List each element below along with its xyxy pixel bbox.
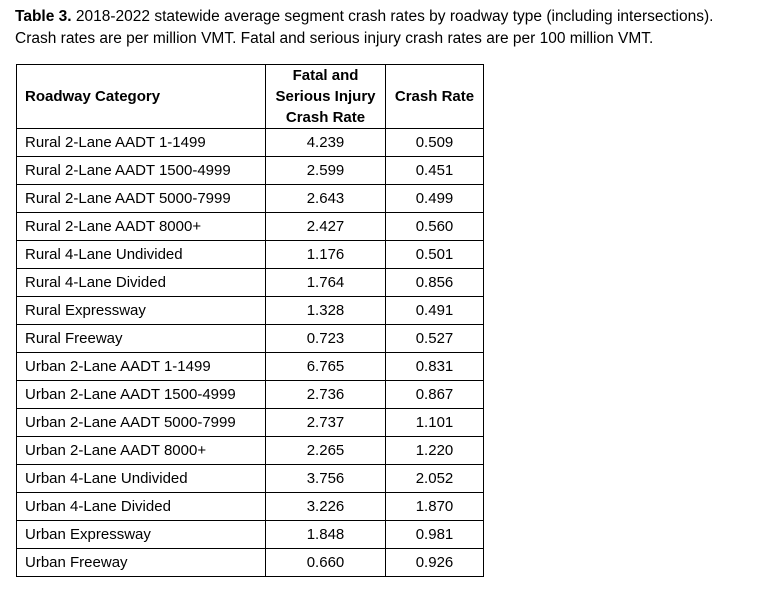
cell-fsi-rate: 2.643: [266, 185, 386, 213]
caption-label: Table 3.: [15, 8, 72, 25]
cell-fsi-rate: 3.226: [266, 493, 386, 521]
cell-fsi-rate: 2.265: [266, 437, 386, 465]
table-row: [17, 549, 484, 577]
table-row: [17, 381, 484, 409]
cell-crash-rate: 2.052: [386, 465, 484, 493]
cell-roadway-category: Rural 2-Lane AADT 1500-4999: [17, 157, 266, 185]
cell-fsi-rate: 0.660: [266, 549, 386, 577]
cell-roadway-category: Rural Expressway: [17, 297, 266, 325]
cell-crash-rate: 0.926: [386, 549, 484, 577]
crash-rate-table: [16, 64, 484, 577]
cell-crash-rate: 0.560: [386, 213, 484, 241]
cell-fsi-rate: 2.736: [266, 381, 386, 409]
cell-crash-rate: 0.981: [386, 521, 484, 549]
table-row: [17, 269, 484, 297]
cell-crash-rate: 1.220: [386, 437, 484, 465]
cell-fsi-rate: 1.328: [266, 297, 386, 325]
table-row: [17, 521, 484, 549]
cell-fsi-rate: 3.756: [266, 465, 386, 493]
cell-roadway-category: Rural 4-Lane Divided: [17, 269, 266, 297]
table-row: [17, 157, 484, 185]
cell-crash-rate: 0.527: [386, 325, 484, 353]
cell-fsi-rate: 2.427: [266, 213, 386, 241]
cell-fsi-rate: 4.239: [266, 129, 386, 157]
cell-fsi-rate: 2.599: [266, 157, 386, 185]
cell-roadway-category: Rural 2-Lane AADT 5000-7999: [17, 185, 266, 213]
table-row: [17, 465, 484, 493]
cell-fsi-rate: 0.723: [266, 325, 386, 353]
caption-text-1: 2018-2022 statewide average segment crash rates by roadway type (including intersections).: [75, 8, 714, 25]
table-row: [17, 437, 484, 465]
cell-crash-rate: 0.509: [386, 129, 484, 157]
table-row: [17, 325, 484, 353]
header-fsi-line-2: Serious Injury: [275, 88, 376, 105]
header-crash-rate: Crash Rate: [386, 65, 484, 129]
header-row: [17, 65, 484, 129]
cell-crash-rate: 0.856: [386, 269, 484, 297]
cell-fsi-rate: 1.176: [266, 241, 386, 269]
table-row: [17, 353, 484, 381]
cell-crash-rate: 0.501: [386, 241, 484, 269]
table-row: [17, 129, 484, 157]
cell-fsi-rate: 2.737: [266, 409, 386, 437]
cell-crash-rate: 0.499: [386, 185, 484, 213]
cell-crash-rate: 0.867: [386, 381, 484, 409]
cell-fsi-rate: 6.765: [266, 353, 386, 381]
cell-crash-rate: 0.831: [386, 353, 484, 381]
cell-roadway-category: Urban Expressway: [17, 521, 266, 549]
cell-roadway-category: Rural 4-Lane Undivided: [17, 241, 266, 269]
table-row: [17, 241, 484, 269]
cell-crash-rate: 1.101: [386, 409, 484, 437]
cell-crash-rate: 0.491: [386, 297, 484, 325]
header-fsi-line-3: Crash Rate: [285, 109, 366, 126]
cell-crash-rate: 0.451: [386, 157, 484, 185]
cell-roadway-category: Rural 2-Lane AADT 8000+: [17, 213, 266, 241]
cell-roadway-category: Urban 2-Lane AADT 1500-4999: [17, 381, 266, 409]
table-row: [17, 297, 484, 325]
cell-roadway-category: Urban 2-Lane AADT 8000+: [17, 437, 266, 465]
header-roadway-category: Roadway Category: [17, 65, 266, 129]
cell-crash-rate: 1.870: [386, 493, 484, 521]
cell-roadway-category: Rural Freeway: [17, 325, 266, 353]
table-caption: [15, 6, 775, 50]
table-row: [17, 493, 484, 521]
cell-roadway-category: Urban 4-Lane Undivided: [17, 465, 266, 493]
cell-roadway-category: Urban 4-Lane Divided: [17, 493, 266, 521]
table-body: [17, 129, 484, 577]
cell-roadway-category: Urban 2-Lane AADT 5000-7999: [17, 409, 266, 437]
cell-fsi-rate: 1.764: [266, 269, 386, 297]
cell-roadway-category: Urban Freeway: [17, 549, 266, 577]
header-fsi-line-1: Fatal and: [292, 67, 359, 84]
cell-roadway-category: Rural 2-Lane AADT 1-1499: [17, 129, 266, 157]
cell-fsi-rate: 1.848: [266, 521, 386, 549]
cell-roadway-category: Urban 2-Lane AADT 1-1499: [17, 353, 266, 381]
table-row: [17, 409, 484, 437]
header-fsi-crash-rate: [266, 65, 386, 129]
table-row: [17, 185, 484, 213]
caption-line-2: Crash rates are per million VMT. Fatal and serious injury crash rates are per 100 million VMT.: [15, 30, 654, 47]
caption-line-1: [15, 6, 775, 28]
table-row: [17, 213, 484, 241]
